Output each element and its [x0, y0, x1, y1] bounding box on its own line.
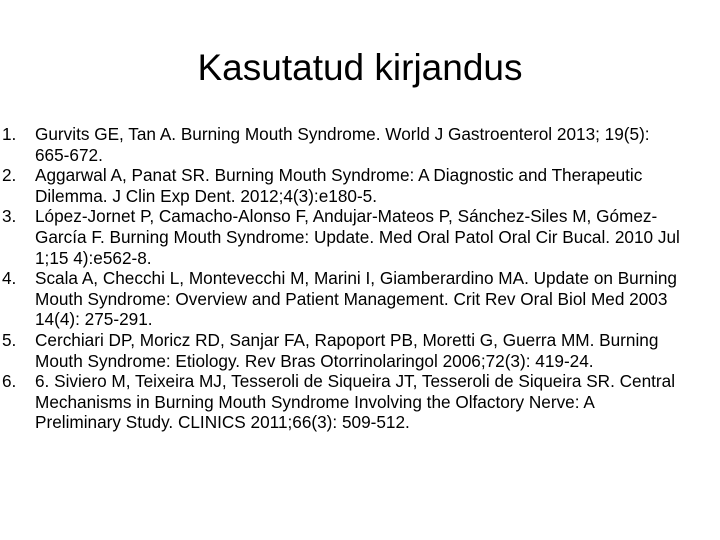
reference-number: 6.: [2, 371, 17, 392]
reference-item: [0, 124, 680, 165]
reference-number: 5.: [2, 329, 17, 350]
reference-text: 6. Siviero M, Teixeira MJ, Tesseroli de Siqueira JT, Tesseroli de Siqueira SR. Central Mechanisms in Burning Mouth Syndrome Involving the Olfactory Nerve: A Preliminary Study. CLINICS 2011;66(3): 509-512.: [35, 371, 676, 433]
reference-item: [0, 330, 680, 371]
reference-item: [0, 268, 680, 330]
reference-number: 3.: [2, 206, 17, 227]
reference-item: [0, 206, 680, 268]
reference-text: Aggarwal A, Panat SR. Burning Mouth Syndrome: A Diagnostic and Therapeutic Dilemma. J Clin Exp Dent. 2012;4(3):e180-5.: [35, 165, 643, 206]
reference-item: [0, 165, 680, 206]
reference-text: López-Jornet P, Camacho-Alonso F, Andujar-Mateos P, Sánchez-Siles M, Gómez- García F. Burning Mouth Syndrome: Update. Med Oral Patol Oral Cir Bucal. 2010 Jul 1;15 4):e562-8.: [35, 206, 680, 268]
reference-number: 2.: [2, 165, 17, 186]
reference-text: Gurvits GE, Tan A. Burning Mouth Syndrome. World J Gastroenterol 2013; 19(5): 665-672.: [35, 124, 650, 165]
reference-list: [0, 124, 680, 433]
reference-number: 4.: [2, 268, 17, 289]
reference-text: Cerchiari DP, Moricz RD, Sanjar FA, Rapoport PB, Moretti G, Guerra MM. Burning Mouth Syndrome: Etiology. Rev Bras Otorrinolaringol 2006;72(3): 419-24.: [35, 329, 659, 371]
reference-text: Scala A, Checchi L, Montevecchi M, Marini I, Giamberardino MA. Update on Burning Mouth Syndrome: Overview and Patient Management. Crit Rev Oral Biol Med 2003 14(4): 275-291.: [35, 268, 677, 330]
reference-item: [0, 371, 680, 433]
slide-title: Kasutatud kirjandus: [197, 47, 523, 88]
reference-number: 1.: [2, 124, 17, 144]
